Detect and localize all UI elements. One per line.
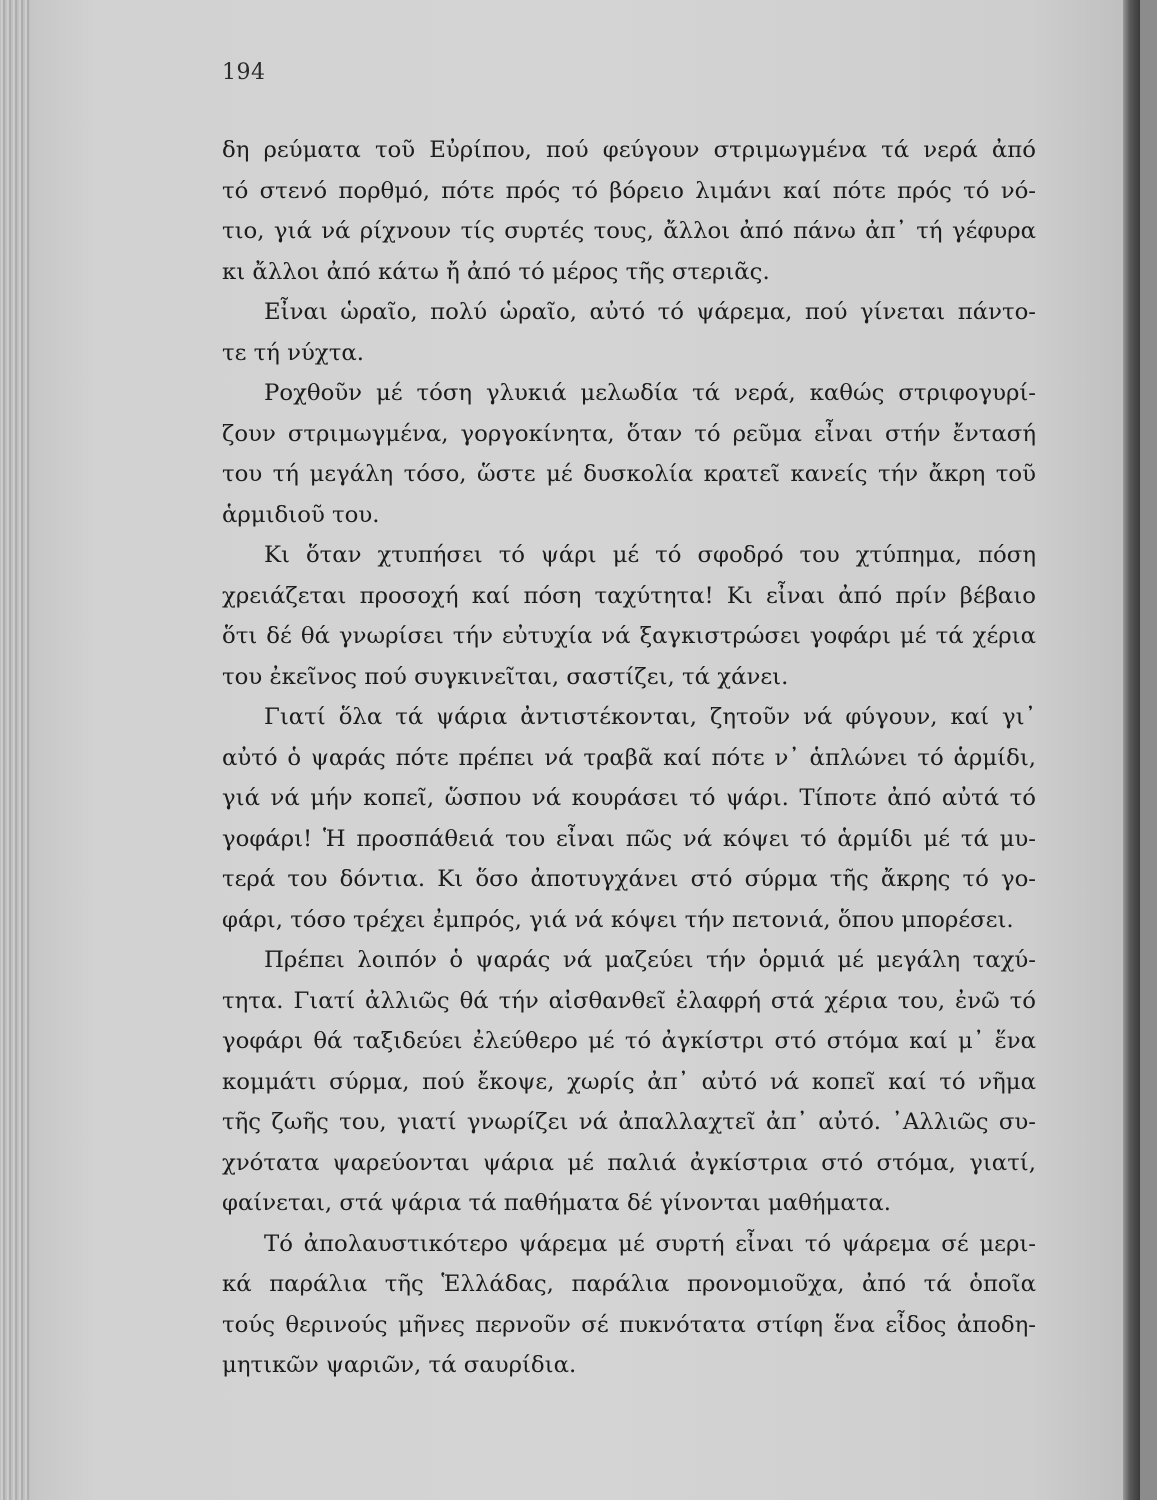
text-line: τε τή νύχτα. — [222, 339, 364, 366]
text-line: χνότατα ψαρεύονται ψάρια μέ παλιά ἀγκίστρια στό στόμα, γιατί, — [222, 1149, 1036, 1176]
paragraph — [222, 130, 1036, 292]
text-line: μητικῶν ψαριῶν, τά σαυρίδια. — [222, 1352, 577, 1378]
text-line: κι ἄλλοι ἀπό κάτω ἤ ἀπό τό μέρος τῆς στεριᾶς. — [222, 258, 770, 285]
text-line: ζουν στριμωγμένα, γοργοκίνητα, ὅταν τό ρεῦμα εἶναι στήν ἔντασή — [222, 420, 1036, 447]
text-line: τούς θερινούς μῆνες περνοῦν σέ πυκνότατα στίφη ἕνα εἶδος ἀποδη- — [222, 1311, 1036, 1338]
text-line: του ἐκεῖνος πού συγκινεῖται, σαστίζει, τά χάνει. — [222, 663, 789, 690]
text-line: τητα. Γιατί ἀλλιῶς θά τήν αἰσθανθεῖ ἐλαφρή στά χέρια του, ἐνῶ τό — [222, 987, 1036, 1014]
text-line: Γιατί ὅλα τά ψάρια ἀντιστέκονται, ζητοῦν νά φύγουν, καί γι᾿ — [264, 704, 1036, 730]
paragraph — [222, 292, 1036, 373]
text-line: τερά του δόντια. Κι ὅσο ἀποτυγχάνει στό σύρμα τῆς ἄκρης τό γο- — [222, 866, 1036, 892]
text-line: γοφάρι! Ἡ προσπάθειά του εἶναι πῶς νά κόψει τό ἁρμίδι μέ τά μυ- — [222, 825, 1036, 852]
text-line: φάρι, τόσο τρέχει ἐμπρός, γιά νά κόψει τήν πετονιά, ὅπου μπορέσει. — [222, 906, 1014, 933]
text-line: του τή μεγάλη τόσο, ὥστε μέ δυσκολία κρατεῖ κανείς τήν ἄκρη τοῦ — [222, 461, 1036, 487]
text-line: τῆς ζωῆς του, γιατί γνωρίζει νά ἀπαλλαχτεῖ ἀπ᾿ αὐτό. ᾿Αλλιῶς συ- — [222, 1109, 1036, 1135]
text-line: ὅτι δέ θά γνωρίσει τήν εὐτυχία νά ξαγκιστρώσει γοφάρι μέ τά χέρια — [222, 623, 1036, 649]
page-edges — [0, 0, 32, 1500]
text-line: φαίνεται, στά ψάρια τά παθήματα δέ γίνονται μαθήματα. — [222, 1190, 891, 1216]
book-spine-shadow — [1123, 0, 1140, 1500]
page-number: 194 — [222, 60, 266, 85]
text-line: κομμάτι σύρμα, πού ἔκοψε, χωρίς ἀπ᾿ αὐτό νά κοπεῖ καί τό νῆμα — [222, 1068, 1036, 1095]
paragraph — [222, 697, 1036, 940]
text-line: Εἶναι ὡραῖο, πολύ ὡραῖο, αὐτό τό ψάρεμα, πού γίνεται πάντο- — [264, 299, 1036, 325]
body-text — [222, 130, 1036, 1386]
text-line: δη ρεύματα τοῦ Εὐρίπου, πού φεύγουν στριμωγμένα τά νερά ἀπό — [222, 137, 1036, 163]
text-line: αὐτό ὁ ψαράς πότε πρέπει νά τραβᾶ καί πότε ν᾿ ἁπλώνει τό ἁρμίδι, — [222, 744, 1036, 771]
text-line: Ροχθοῦν μέ τόση γλυκιά μελωδία τά νερά, καθώς στριφογυρί- — [264, 380, 1036, 406]
text-line: ἁρμιδιοῦ του. — [222, 501, 380, 528]
text-line: τό στενό πορθμό, πότε πρός τό βόρειο λιμάνι καί πότε πρός τό νό- — [222, 177, 1036, 204]
text-line: γοφάρι θά ταξιδεύει ἐλεύθερο μέ τό ἀγκίστρι στό στόμα καί μ᾿ ἕνα — [222, 1028, 1036, 1054]
paragraph — [222, 373, 1036, 535]
text-line: Κι ὅταν χτυπήσει τό ψάρι μέ τό σφοδρό του χτύπημα, πόση — [264, 542, 1036, 568]
paragraph — [222, 535, 1036, 697]
text-line: γιά νά μήν κοπεῖ, ὥσπου νά κουράσει τό ψάρι. Τίποτε ἀπό αὐτά τό — [222, 785, 1036, 811]
text-line: τιο, γιά νά ρίχνουν τίς συρτές τους, ἄλλοι ἀπό πάνω ἀπ᾿ τή γέφυρα — [222, 218, 1036, 244]
text-line: κά παράλια τῆς Ἑλλάδας, παράλια προνομιοῦχα, ἀπό τά ὁποῖα — [222, 1271, 1036, 1297]
text-line: χρειάζεται προσοχή καί πόση ταχύτητα! Κι εἶναι ἀπό πρίν βέβαιο — [222, 582, 1036, 609]
text-line: Πρέπει λοιπόν ὁ ψαράς νά μαζεύει τήν ὁρμιά μέ μεγάλη ταχύ- — [264, 947, 1036, 973]
paragraph — [222, 1224, 1036, 1386]
text-line: Τό ἀπολαυστικότερο ψάρεμα μέ συρτή εἶναι τό ψάρεμα σέ μερι- — [264, 1230, 1036, 1257]
paragraph — [222, 940, 1036, 1224]
